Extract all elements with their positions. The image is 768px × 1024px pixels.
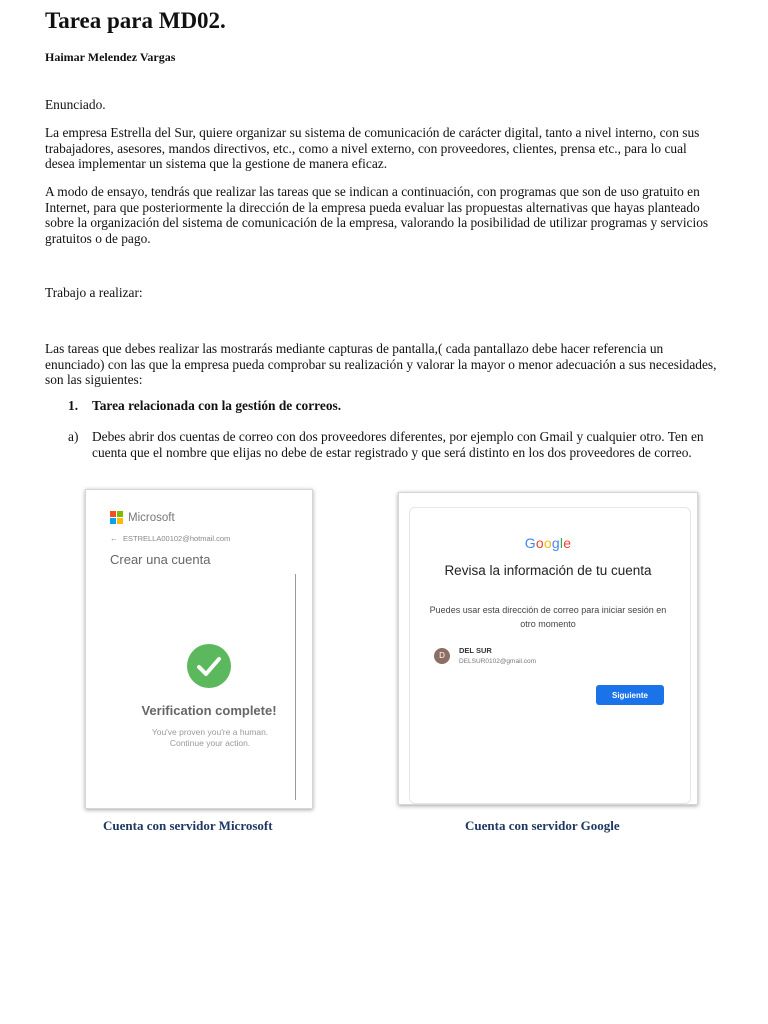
paragraph-company: La empresa Estrella del Sur, quiere organizar su sistema de comunicación de carácter digital, tanto a nivel interno, con sus trabajadores, asesores, mandos directivos, etc., como a nivel externo, con proveedores, clientes, prensa etc., para lo cual desea implementar un sistema que la gestione de manera eficaz. (45, 125, 700, 172)
list-item-task-1 (68, 398, 718, 414)
google-card (409, 507, 691, 804)
ms-heading: Crear una cuenta (110, 552, 211, 567)
enunciado-label: Enunciado. (45, 97, 106, 112)
google-logo-letter: o (543, 535, 552, 551)
account-email: DELSUR0102@gmail.com (459, 658, 537, 665)
caption-google: Cuenta con servidor Google (465, 818, 620, 833)
list-marker: a) (68, 429, 79, 444)
google-logo-letter: o (535, 535, 544, 551)
verification-line-2: Continue your action. (169, 737, 251, 748)
ms-email: ESTRELLA00102@hotmail.com (123, 534, 231, 543)
trabajo-label: Trabajo a realizar: (45, 285, 143, 300)
list-text: Debes abrir dos cuentas de correo con dos proveedores diferentes, por ejemplo con Gmail y cualquier otro. Ten en cuenta que el nombre que elijas no debe de estar registrado y que será distinto en los dos proveedores de correo. (92, 429, 704, 460)
list-marker: 1. (68, 398, 79, 413)
document-title: Tarea para MD02. (45, 8, 226, 33)
caption-microsoft: Cuenta con servidor Microsoft (103, 818, 273, 833)
microsoft-brand: Microsoft (128, 511, 175, 524)
google-heading: Revisa la información de tu cuenta (444, 563, 652, 578)
back-arrow-icon: ← (110, 534, 118, 543)
google-screenshot (398, 492, 698, 805)
paragraph-tasks: Las tareas que debes realizar las mostrarás mediante capturas de pantalla,( cada pantallazo debe hacer referencia un enunciado) con las que la empresa pueda comprobar su realización y valorar la mayor o menor adecuación a sus necesidades, son las siguientes: (45, 341, 717, 388)
verification-line-1: You've proven you're a human. (151, 727, 269, 737)
microsoft-logo (110, 511, 175, 524)
google-logo (399, 535, 697, 551)
microsoft-logo-icon (110, 511, 123, 524)
google-logo-letter: e (563, 535, 572, 551)
ms-email-row (110, 534, 230, 543)
account-name: DEL SUR (459, 646, 492, 655)
google-logo-letter: l (559, 535, 564, 551)
author-name: Haimar Melendez Vargas (45, 50, 176, 64)
verification-title: Verification complete! (141, 703, 277, 718)
avatar: D (434, 648, 450, 664)
google-logo-letter: G (524, 535, 536, 551)
google-subtitle: Puedes usar esta dirección de correo para iniciar sesión en otro momento (429, 605, 667, 629)
list-item-task-a (68, 429, 718, 460)
next-button[interactable]: Siguiente (596, 685, 664, 705)
verification-subtitle (140, 727, 280, 748)
paragraph-trial: A modo de ensayo, tendrás que realizar las tareas que se indican a continuación, con programas que son de uso gratuito en Internet, para que posteriormente la dirección de la empresa pueda evaluar las propuestas alternativas que hayas planteado sobre la organización del sistema de comunicación de la empresa, valorando la posibilidad de utilizar programas y servicios gratuitos o de pago. (45, 184, 709, 246)
list-text: Tarea relacionada con la gestión de correos. (92, 398, 342, 413)
check-icon (187, 644, 231, 688)
microsoft-screenshot (85, 489, 313, 809)
ms-scrollbar (295, 574, 296, 800)
google-logo-letter: g (551, 535, 560, 551)
